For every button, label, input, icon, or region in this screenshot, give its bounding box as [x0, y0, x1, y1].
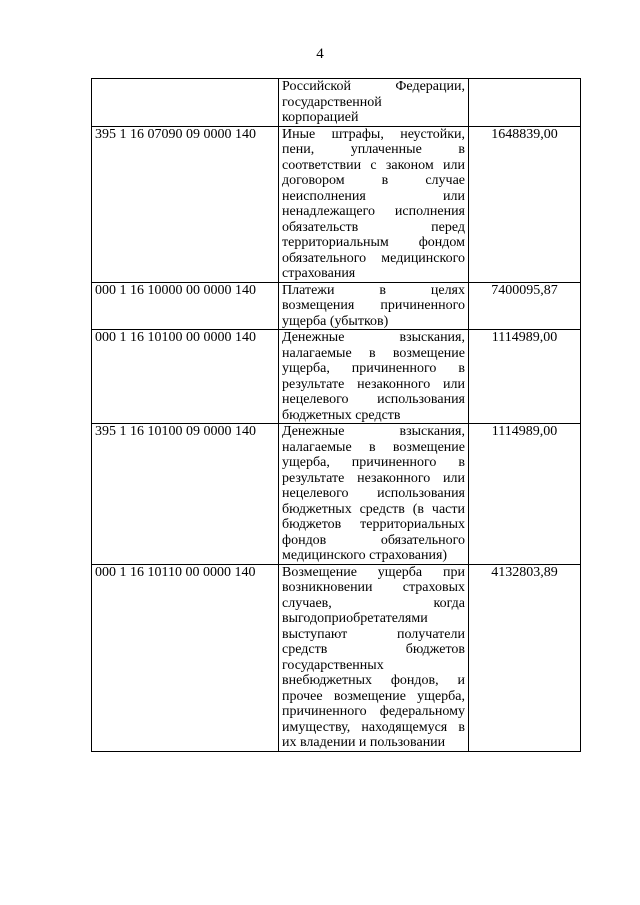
revenue-name-cell	[279, 424, 469, 565]
revenue-name-line: государственной	[282, 94, 382, 110]
amount-cell: 1648839,00	[469, 126, 581, 282]
revenue-name-line: обязательств перед	[282, 219, 465, 235]
table-row	[92, 424, 581, 565]
revenue-name-line: выгодоприобретателями	[282, 611, 428, 626]
table-row	[92, 330, 581, 424]
revenue-name-line: нецелевого использования	[282, 392, 465, 407]
revenue-name-cell	[279, 564, 469, 751]
amount-cell: 4132803,89	[469, 564, 581, 751]
revenue-name-line: причиненного федеральному	[282, 704, 465, 719]
revenue-name-line: ущерба, причиненного в	[282, 455, 465, 470]
budget-code-cell: 395 1 16 07090 09 0000 140	[92, 126, 279, 282]
amount-cell: 1114989,00	[469, 424, 581, 565]
revenue-name-line: Денежные взыскания,	[282, 424, 465, 439]
revenue-name-line: Российской Федерации,	[282, 79, 465, 94]
revenue-name-line: налагаемые в возмещение	[282, 345, 465, 361]
revenue-name-line: налагаемые в возмещение	[282, 439, 465, 455]
revenue-name-line: бюджетных средств (в части	[282, 501, 465, 517]
amount-cell: 7400095,87	[469, 282, 581, 330]
revenue-name-line: Денежные взыскания,	[282, 330, 465, 345]
revenue-name-cell	[279, 330, 469, 424]
revenue-name-line: ущерба, причиненного в	[282, 361, 465, 376]
revenue-name-line: обязательного медицинского	[282, 250, 465, 266]
revenue-name-line: ненадлежащего исполнения	[282, 204, 465, 219]
revenue-name-cell	[279, 126, 469, 282]
revenue-name-line: пени, уплаченные в	[282, 142, 465, 157]
revenue-name-line: нецелевого использования	[282, 486, 465, 501]
revenue-name-line: имуществу, находящемуся в	[282, 719, 465, 735]
budget-code-cell	[92, 79, 279, 127]
revenue-name-line: их владении и пользовании	[282, 735, 446, 750]
revenue-name-line: ущерба (убытков)	[282, 313, 389, 329]
table-row	[92, 282, 581, 330]
revenue-name-line: медицинского страхования)	[282, 548, 448, 563]
revenue-name-line: бюджетных средств	[282, 407, 401, 423]
revenue-name-line: территориальным фондом	[282, 235, 465, 250]
revenue-name-line: неисполнения или	[282, 188, 465, 204]
revenue-name-line: Иные штрафы, неустойки,	[282, 126, 465, 142]
budget-code-cell: 395 1 16 10100 09 0000 140	[92, 424, 279, 565]
revenue-name-line: внебюджетных фондов, и	[282, 673, 465, 688]
page-number: 4	[316, 46, 324, 62]
revenue-name-line: соответствии с законом или	[282, 157, 465, 173]
revenue-name-line: прочее возмещение ущерба,	[282, 688, 465, 704]
budget-revenue-table	[91, 78, 581, 752]
revenue-name-line: случаев, когда	[282, 595, 465, 611]
revenue-name-line: возмещения причиненного	[282, 298, 465, 313]
revenue-name-line: бюджетов территориальных	[282, 517, 465, 532]
budget-code-cell: 000 1 16 10100 00 0000 140	[92, 330, 279, 424]
revenue-name-cell	[279, 282, 469, 330]
revenue-name-line: выступают получатели	[282, 626, 465, 642]
revenue-name-line: фондов обязательного	[282, 532, 465, 548]
revenue-name-line: корпорацией	[282, 110, 359, 125]
revenue-name-line: Платежи в целях	[282, 282, 465, 298]
revenue-name-line: возникновении страховых	[282, 580, 465, 595]
table-row	[92, 126, 581, 282]
budget-code-cell: 000 1 16 10110 00 0000 140	[92, 564, 279, 751]
budget-code-cell: 000 1 16 10000 00 0000 140	[92, 282, 279, 330]
table-row	[92, 564, 581, 751]
amount-cell: 1114989,00	[469, 330, 581, 424]
revenue-name-line: Возмещение ущерба при	[282, 564, 465, 580]
table-body	[92, 79, 581, 752]
amount-cell	[469, 79, 581, 127]
revenue-name-line: результате незаконного или	[282, 470, 465, 486]
table-row	[92, 79, 581, 127]
revenue-name-line: государственных	[282, 657, 384, 673]
revenue-name-line: договором в случае	[282, 173, 465, 188]
revenue-name-line: результате незаконного или	[282, 376, 465, 392]
revenue-name-line: страхования	[282, 266, 356, 281]
revenue-name-line: средств бюджетов	[282, 642, 465, 657]
revenue-name-cell	[279, 79, 469, 127]
